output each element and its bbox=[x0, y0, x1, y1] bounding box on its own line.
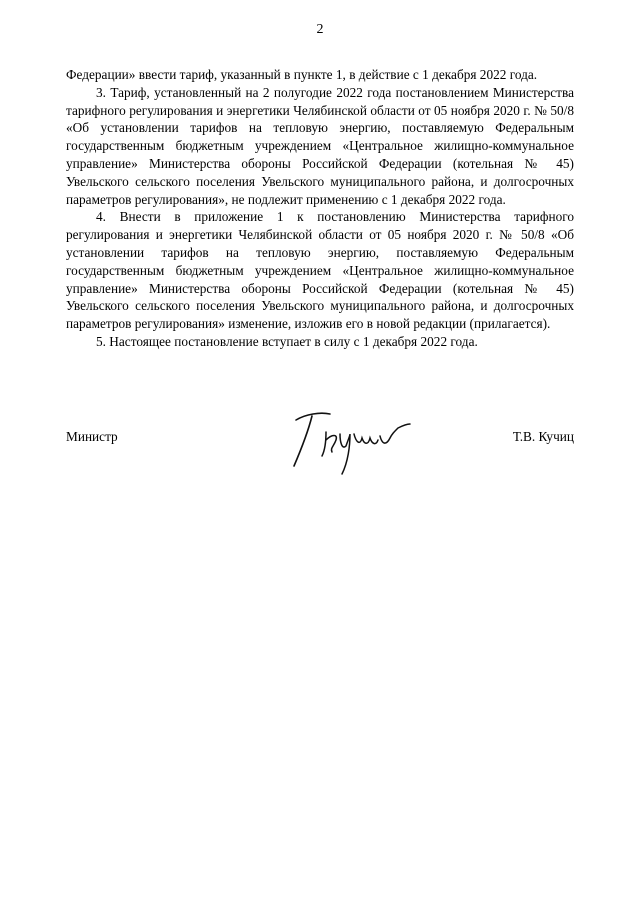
paragraph-item-3: 3. Тариф, установленный на 2 полугодие 2022 года постановлением Министерства тарифного регулирования и энергетики Челябинской области от 05 ноября 2020 г. № 50/8 «Об установлении тарифов на тепловую энергию, поставляемую Федеральным государственным бюджетным учреждением «Центральное жилищно-коммунальное управление» Министерства обороны Российской Федерации (котельная № 45) Увельского сельского поселения Увельского муниципального района, и долгосрочных параметров регулирования», не подлежит применению с 1 декабря 2022 года. bbox=[66, 84, 574, 207]
page-number: 2 bbox=[316, 22, 324, 37]
document-body bbox=[66, 66, 574, 351]
paragraph-continuation: Федерации» ввести тариф, указанный в пункте 1, в действие с 1 декабря 2022 года. bbox=[66, 67, 538, 82]
handwritten-signature bbox=[286, 400, 416, 480]
signatory-title: Министр bbox=[66, 429, 118, 444]
signatory-name: Т.В. Кучиц bbox=[512, 429, 574, 444]
paragraph-item-5: 5. Настоящее постановление вступает в силу с 1 декабря 2022 года. bbox=[96, 333, 478, 349]
paragraph-item-4: 4. Внести в приложение 1 к постановлению Министерства тарифного регулирования и энергетики Челябинской области от 05 ноября 2020 г. № 50/8 «Об установлении тарифов на тепловую энергию, поставляемую Федеральным государственным бюджетным учреждением «Центральное жилищно-коммунальное управление» Министерства обороны Российской Федерации (котельная № 45) Увельского сельского поселения Увельского муниципального района, и долгосрочных параметров регулирования» изменение, изложив его в новой редакции (прилагается). bbox=[66, 209, 574, 332]
